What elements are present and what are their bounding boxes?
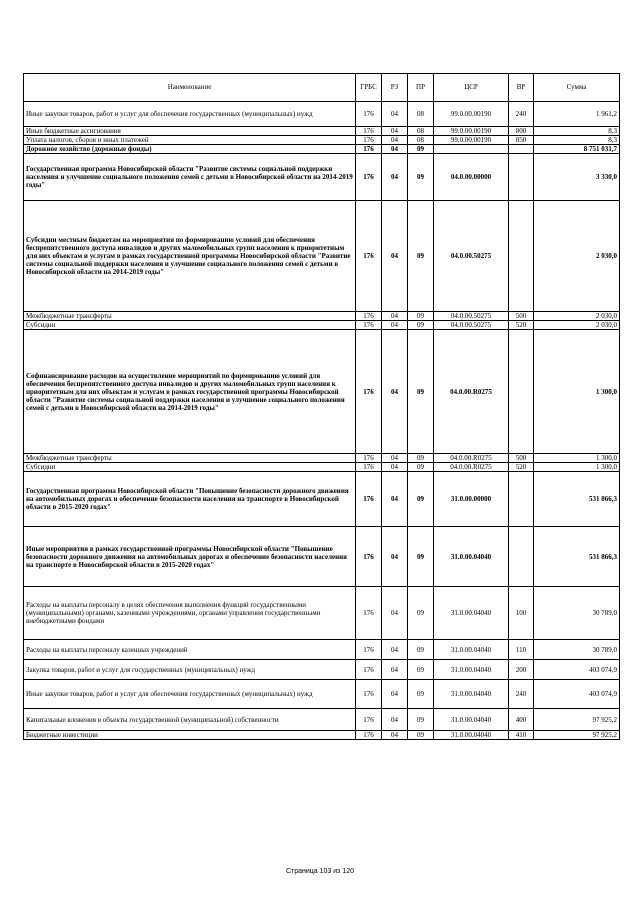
cell-rz: 04 xyxy=(382,136,408,145)
cell-name: Иные мероприятия в рамках государственной программы Новосибирской области "Повышение безопасности дорожного движения на автомобильных дорогах и обеспечение безопасности населения на транспорте в Новосибирской области в 2015-2020 годах" xyxy=(24,527,356,587)
cell-name: Иные закупки товаров, работ и услуг для обеспечения государственных (муниципальных) нужд xyxy=(24,102,356,127)
header-grbs: ГРБС xyxy=(356,74,382,102)
header-pr: ПР xyxy=(408,74,434,102)
cell-sum: 1 961,2 xyxy=(534,102,620,127)
table-header-row xyxy=(24,74,620,102)
cell-vr: 520 xyxy=(509,463,534,472)
table-row xyxy=(24,640,620,660)
cell-grbs: 176 xyxy=(356,587,382,640)
cell-pr: 09 xyxy=(408,472,434,527)
cell-name: Субсидии xyxy=(24,321,356,330)
cell-sum: 2 030,0 xyxy=(534,321,620,330)
cell-csr: 04.0.00.50275 xyxy=(434,201,509,312)
cell-sum: 30 789,0 xyxy=(534,587,620,640)
cell-pr: 09 xyxy=(408,527,434,587)
cell-name: Иные закупки товаров, работ и услуг для обеспечения государственных (муниципальных) нужд xyxy=(24,680,356,709)
cell-sum: 403 074,9 xyxy=(534,680,620,709)
cell-csr: 04.0.00.R0275 xyxy=(434,330,509,454)
table-row xyxy=(24,472,620,527)
cell-sum: 97 925,2 xyxy=(534,709,620,731)
cell-name: Расходы на выплаты персоналу в целях обеспечения выполнения функций государственными (муниципальными) органами, казенными учреждениями, органами управления государственными внебюджетными фондами xyxy=(24,587,356,640)
cell-grbs: 176 xyxy=(356,660,382,680)
cell-name: Государственная программа Новосибирской области "Повышение безопасности дорожного движения на автомобильных дорогах и обеспечение безопасности населения на транспорте в Новосибирской области в 2015-2020 годах" xyxy=(24,472,356,527)
cell-vr: 500 xyxy=(509,312,534,321)
cell-csr: 31.0.00.04040 xyxy=(434,587,509,640)
cell-grbs: 176 xyxy=(356,312,382,321)
table-row xyxy=(24,201,620,312)
cell-csr: 04.0.00.R0275 xyxy=(434,463,509,472)
cell-rz: 04 xyxy=(382,731,408,740)
cell-grbs: 176 xyxy=(356,330,382,454)
cell-grbs: 176 xyxy=(356,640,382,660)
cell-pr: 09 xyxy=(408,680,434,709)
cell-vr: 240 xyxy=(509,680,534,709)
cell-vr: 240 xyxy=(509,102,534,127)
cell-rz: 04 xyxy=(382,454,408,463)
cell-vr: 500 xyxy=(509,454,534,463)
cell-name: Государственная программа Новосибирской области "Развитие системы социальной поддержки населения и улучшение социального положения семей с детьми в Новосибирской области на 2014-2019 годы" xyxy=(24,154,356,201)
cell-sum: 8,3 xyxy=(534,136,620,145)
cell-sum: 531 866,3 xyxy=(534,527,620,587)
cell-vr: 520 xyxy=(509,321,534,330)
cell-pr: 09 xyxy=(408,321,434,330)
cell-pr: 09 xyxy=(408,312,434,321)
cell-csr: 31.0.00.04040 xyxy=(434,527,509,587)
table-row xyxy=(24,660,620,680)
cell-rz: 04 xyxy=(382,127,408,136)
cell-csr: 31.0.00.00000 xyxy=(434,472,509,527)
cell-pr: 08 xyxy=(408,127,434,136)
cell-sum: 8,3 xyxy=(534,127,620,136)
cell-name: Уплата налогов, сборов и иных платежей xyxy=(24,136,356,145)
cell-pr: 09 xyxy=(408,660,434,680)
table-row xyxy=(24,731,620,740)
cell-pr: 09 xyxy=(408,463,434,472)
cell-vr: 410 xyxy=(509,731,534,740)
cell-rz: 04 xyxy=(382,330,408,454)
cell-csr: 04.0.00.R0275 xyxy=(434,454,509,463)
cell-vr: 100 xyxy=(509,587,534,640)
cell-rz: 04 xyxy=(382,463,408,472)
cell-rz: 04 xyxy=(382,201,408,312)
cell-pr: 09 xyxy=(408,145,434,154)
table-row xyxy=(24,709,620,731)
cell-grbs: 176 xyxy=(356,680,382,709)
cell-vr: 110 xyxy=(509,640,534,660)
cell-rz: 04 xyxy=(382,154,408,201)
table-row xyxy=(24,312,620,321)
cell-pr: 09 xyxy=(408,731,434,740)
cell-rz: 04 xyxy=(382,587,408,640)
cell-csr: 04.0.00.00000 xyxy=(434,154,509,201)
cell-csr: 31.0.00.04040 xyxy=(434,660,509,680)
cell-vr xyxy=(509,472,534,527)
header-rz: РЗ xyxy=(382,74,408,102)
cell-grbs: 176 xyxy=(356,527,382,587)
cell-rz: 04 xyxy=(382,145,408,154)
cell-vr: 850 xyxy=(509,136,534,145)
cell-name: Софинансирование расходов на осуществление мероприятий по формированию условий для обеспечения беспрепятственного доступа инвалидов и других маломобильных групп населения к приоритетным для них объектам и услугам в рамках государственной программы Новосибирской области "Развитие системы социальной поддержки населения и улучшение социального положения семей с детьми в Новосибирской области на 2014-2019 годы" xyxy=(24,330,356,454)
cell-rz: 04 xyxy=(382,312,408,321)
cell-pr: 09 xyxy=(408,330,434,454)
cell-rz: 04 xyxy=(382,640,408,660)
cell-csr: 99.0.00.00190 xyxy=(434,136,509,145)
table-row xyxy=(24,680,620,709)
cell-rz: 04 xyxy=(382,321,408,330)
cell-name: Закупка товаров, работ и услуг для государственных (муниципальных) нужд xyxy=(24,660,356,680)
cell-sum: 1 300,0 xyxy=(534,330,620,454)
cell-grbs: 176 xyxy=(356,102,382,127)
cell-sum: 8 751 031,7 xyxy=(534,145,620,154)
cell-csr: 04.0.00.50275 xyxy=(434,321,509,330)
cell-name: Иные бюджетные ассигнования xyxy=(24,127,356,136)
cell-vr xyxy=(509,201,534,312)
cell-name: Межбюджетные трансферты xyxy=(24,454,356,463)
table-row xyxy=(24,127,620,136)
cell-vr: 400 xyxy=(509,709,534,731)
cell-sum: 2 030,0 xyxy=(534,201,620,312)
header-name: Наименование xyxy=(24,74,356,102)
table-row xyxy=(24,136,620,145)
cell-grbs: 176 xyxy=(356,454,382,463)
cell-rz: 04 xyxy=(382,680,408,709)
cell-rz: 04 xyxy=(382,709,408,731)
cell-pr: 09 xyxy=(408,640,434,660)
cell-pr: 09 xyxy=(408,201,434,312)
table-row xyxy=(24,463,620,472)
cell-grbs: 176 xyxy=(356,321,382,330)
cell-grbs: 176 xyxy=(356,127,382,136)
cell-grbs: 176 xyxy=(356,709,382,731)
cell-pr: 08 xyxy=(408,102,434,127)
budget-table xyxy=(23,73,620,740)
cell-csr: 31.0.00.04040 xyxy=(434,709,509,731)
cell-name: Бюджетные инвестиции xyxy=(24,731,356,740)
cell-grbs: 176 xyxy=(356,201,382,312)
cell-vr xyxy=(509,330,534,454)
cell-sum: 97 925,2 xyxy=(534,731,620,740)
table-row xyxy=(24,527,620,587)
cell-sum: 3 330,0 xyxy=(534,154,620,201)
cell-csr: 99.0.00.00190 xyxy=(434,127,509,136)
page-number: Страница 103 из 120 xyxy=(285,868,355,875)
cell-pr: 09 xyxy=(408,709,434,731)
cell-grbs: 176 xyxy=(356,145,382,154)
cell-sum: 531 866,3 xyxy=(534,472,620,527)
cell-pr: 09 xyxy=(408,587,434,640)
cell-name: Капитальные вложения в объекты государственной (муниципальной) собственности xyxy=(24,709,356,731)
table-row xyxy=(24,321,620,330)
cell-sum: 30 789,0 xyxy=(534,640,620,660)
cell-csr: 31.0.00.04040 xyxy=(434,640,509,660)
cell-grbs: 176 xyxy=(356,731,382,740)
cell-sum: 1 300,0 xyxy=(534,454,620,463)
table-row xyxy=(24,145,620,154)
cell-csr: 04.0.00.50275 xyxy=(434,312,509,321)
cell-grbs: 176 xyxy=(356,472,382,527)
cell-name: Субсидии xyxy=(24,463,356,472)
cell-pr: 09 xyxy=(408,154,434,201)
table-row xyxy=(24,454,620,463)
header-sum: Сумма xyxy=(534,74,620,102)
cell-vr: 200 xyxy=(509,660,534,680)
cell-rz: 04 xyxy=(382,527,408,587)
header-csr: ЦСР xyxy=(434,74,509,102)
cell-csr: 31.0.00.04040 xyxy=(434,680,509,709)
table-row xyxy=(24,102,620,127)
cell-vr xyxy=(509,154,534,201)
cell-name: Субсидии местным бюджетам на мероприятия по формированию условий для обеспечения беспрепятственного доступа инвалидов и других маломобильных групп населения к приоритетным для них объектам и услугам в рамках государственной программы Новосибирской области "Развитие системы социальной поддержки населения и улучшение социального положения семей с детьми в Новосибирской области на 2014-2019 годы" xyxy=(24,201,356,312)
cell-sum: 403 074,9 xyxy=(534,660,620,680)
table-row xyxy=(24,587,620,640)
table-row xyxy=(24,330,620,454)
cell-csr: 99.0.00.00190 xyxy=(434,102,509,127)
cell-grbs: 176 xyxy=(356,463,382,472)
cell-grbs: 176 xyxy=(356,154,382,201)
cell-sum: 1 300,0 xyxy=(534,463,620,472)
header-vr: ВР xyxy=(509,74,534,102)
cell-vr xyxy=(509,527,534,587)
cell-grbs: 176 xyxy=(356,136,382,145)
cell-name: Дорожное хозяйство (дорожные фонды) xyxy=(24,145,356,154)
cell-vr: 800 xyxy=(509,127,534,136)
cell-vr xyxy=(509,145,534,154)
cell-rz: 04 xyxy=(382,102,408,127)
cell-pr: 09 xyxy=(408,454,434,463)
cell-rz: 04 xyxy=(382,660,408,680)
cell-rz: 04 xyxy=(382,472,408,527)
cell-name: Расходы на выплаты персоналу казенных учреждений xyxy=(24,640,356,660)
table-row xyxy=(24,154,620,201)
cell-name: Межбюджетные трансферты xyxy=(24,312,356,321)
cell-csr xyxy=(434,145,509,154)
cell-csr: 31.0.00.04040 xyxy=(434,731,509,740)
cell-pr: 08 xyxy=(408,136,434,145)
cell-sum: 2 030,0 xyxy=(534,312,620,321)
